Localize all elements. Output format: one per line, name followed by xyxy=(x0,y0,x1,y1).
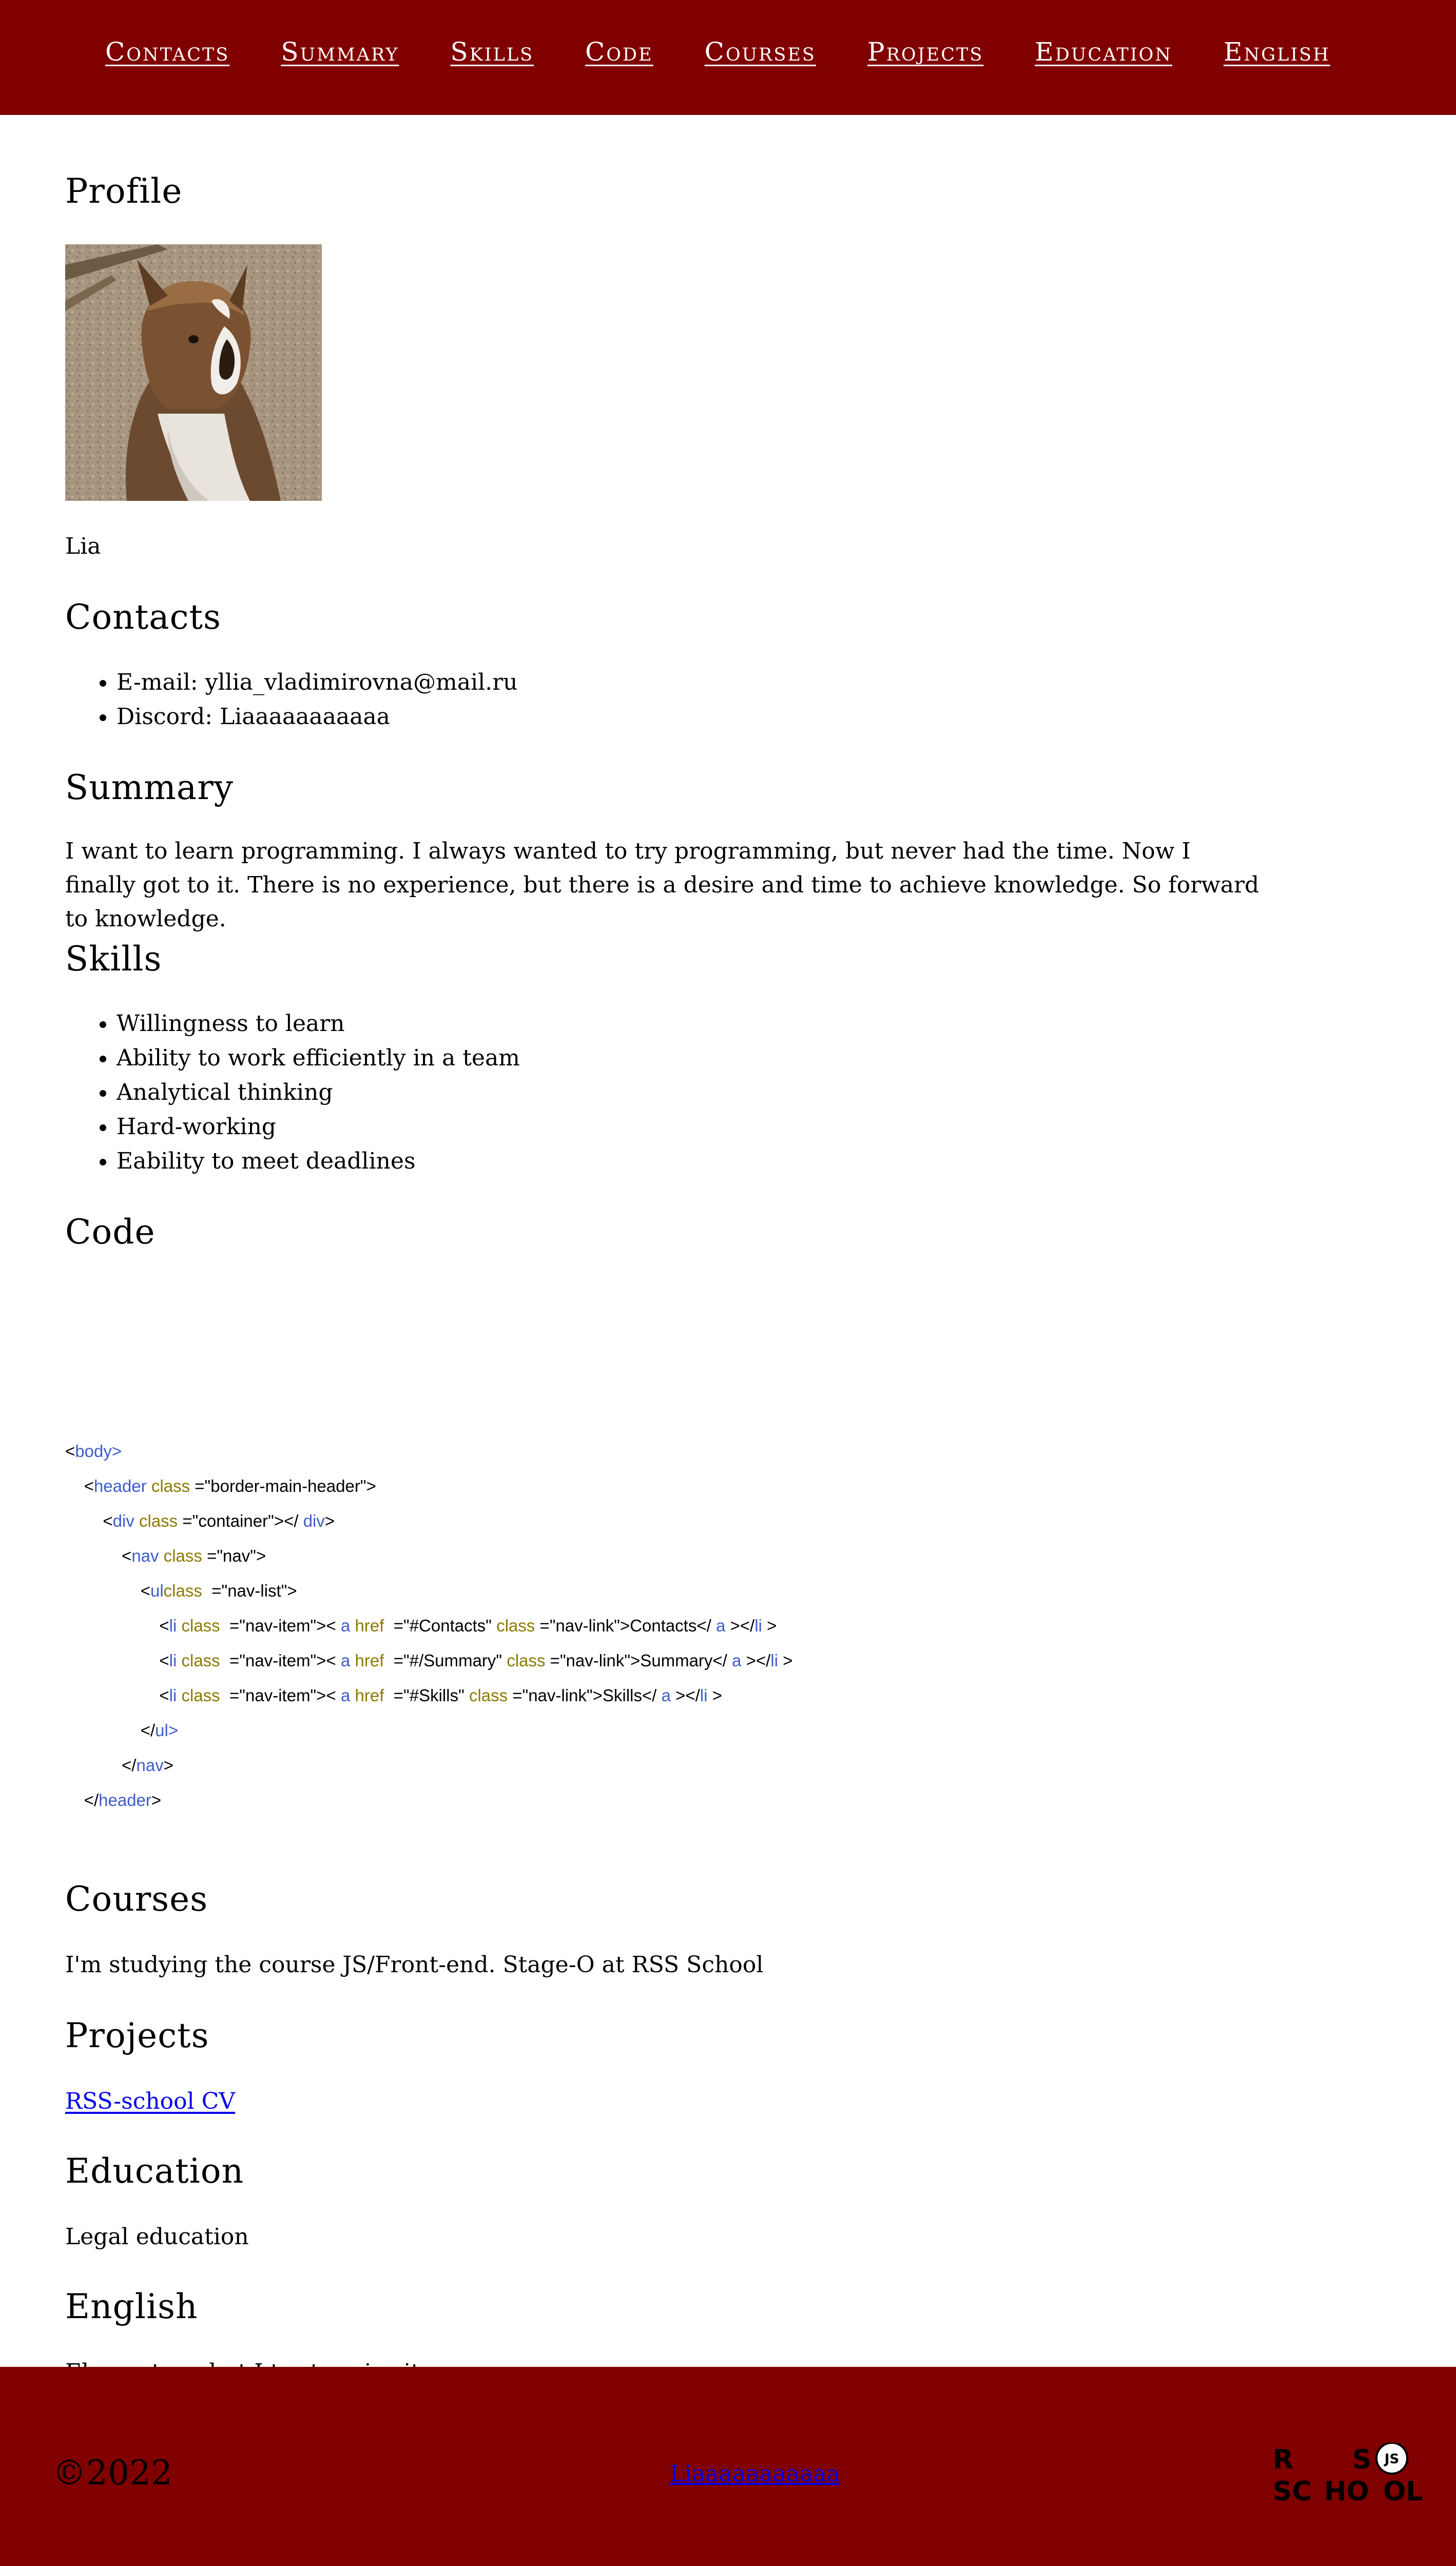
code-title: Code xyxy=(65,1212,156,1252)
nav-link-skills[interactable]: Skills xyxy=(450,37,534,67)
profile-name: Lia xyxy=(65,533,101,559)
logo-letter-r: R xyxy=(1273,2444,1294,2475)
nav-item-summary xyxy=(281,37,399,67)
list-item: • Eability to meet deadlines xyxy=(117,1144,520,1178)
copyright: ©2022 xyxy=(52,2453,172,2493)
nav-list xyxy=(105,37,1330,67)
logo-letter-s: S xyxy=(1352,2444,1372,2475)
summary-title: Summary xyxy=(65,768,234,807)
skills-list xyxy=(65,1006,520,1178)
nav-item-education xyxy=(1035,37,1172,67)
nav-item-code xyxy=(585,37,653,67)
nav-link-contacts[interactable]: Contacts xyxy=(105,37,230,67)
nav-item-contacts xyxy=(105,37,229,67)
project-link[interactable]: RSS-school CV xyxy=(65,2088,236,2114)
nav-link-courses[interactable]: Courses xyxy=(704,37,817,67)
summary-text: I want to learn programming. I always wanted to try programming, but never had the time. Now I finally got to it. There is no experience, but there is a desire and time to achieve knowledge. So forward to knowledge. xyxy=(65,838,1259,932)
logo-js-text: JS xyxy=(1384,2452,1400,2467)
education-title: Education xyxy=(65,2151,244,2191)
code-block: <body> <header class ="border-main-header"> <div class ="container"></ div> <nav class ="nav"> <ulclass ="nav-list"> <li class ="nav-item">< a href ="#Contacts" class ="nav-link">Contacts</ a ></li > <li class ="nav-item">< a href ="#/Summary" class ="nav-link">Summary</ a ></li > <li class ="nav-item">< a href ="#Skills" class ="nav-link">Skills</ a ></li > </ul> </nav> </header> xyxy=(65,1442,793,1810)
profile-photo xyxy=(65,244,322,501)
projects-title: Projects xyxy=(65,2016,209,2055)
top-header xyxy=(0,0,1456,115)
nav-item-projects xyxy=(867,37,983,67)
nav-link-projects[interactable]: Projects xyxy=(867,37,984,67)
rss-school-logo[interactable] xyxy=(1273,2443,1432,2504)
list-item: • Analytical thinking xyxy=(117,1075,520,1110)
contacts-list xyxy=(65,665,518,734)
contacts-title: Contacts xyxy=(65,597,221,637)
list-item: • Ability to work efficiently in a team xyxy=(117,1041,520,1075)
list-item: • Willingness to learn xyxy=(117,1006,520,1041)
courses-text: I'm studying the course JS/Front-end. Stage-O at RSS School xyxy=(65,1952,764,1978)
list-item: • Hard-working xyxy=(117,1110,520,1144)
nav-item-courses xyxy=(705,37,816,67)
english-title: English xyxy=(65,2287,198,2326)
list-item: • Discord: Liaaaaaaaaaaa xyxy=(117,699,518,734)
nav-item-english xyxy=(1224,37,1330,67)
nav-link-code[interactable]: Code xyxy=(585,37,653,67)
logo-ol: OL xyxy=(1383,2476,1423,2504)
nav-link-summary[interactable]: Summary xyxy=(281,37,399,67)
nav-item-skills xyxy=(450,37,534,67)
footer-github-link[interactable]: Liaaaaaaaaaaa xyxy=(670,2461,840,2487)
projects-text xyxy=(65,2085,235,2118)
nav-link-english[interactable]: English xyxy=(1224,37,1330,67)
list-item: • E-mail: yllia_vladimirovna@mail.ru xyxy=(117,665,518,699)
logo-ho: HO xyxy=(1324,2476,1369,2504)
profile-title: Profile xyxy=(65,171,183,211)
education-text: Legal education xyxy=(65,2224,249,2250)
nav-link-education[interactable]: Education xyxy=(1035,37,1173,67)
courses-title: Courses xyxy=(65,1879,208,1919)
logo-sc: SC xyxy=(1273,2476,1312,2504)
skills-title: Skills xyxy=(65,939,162,979)
